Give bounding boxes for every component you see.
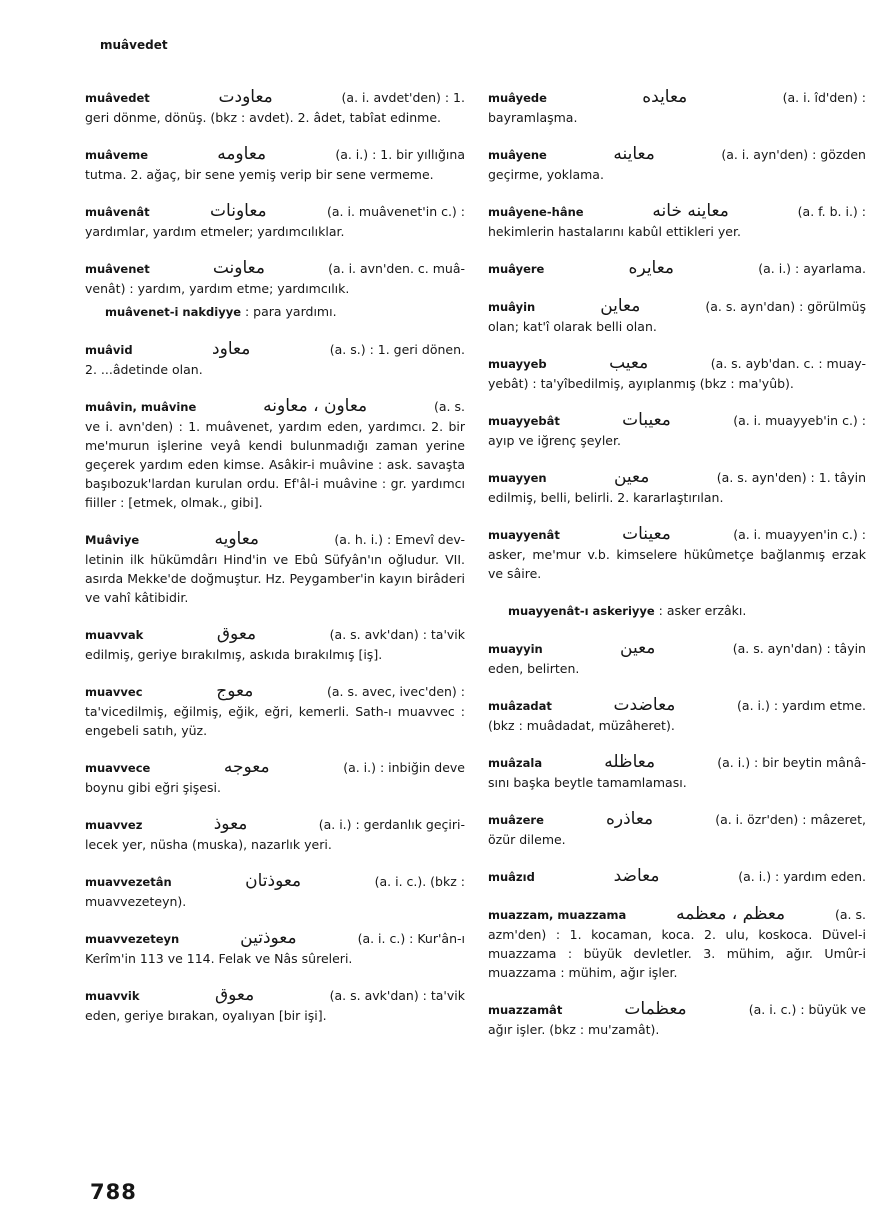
definition: venât) : yardım, yardım etme; yardımcılık. [85,281,350,296]
headword: Muâviye [85,533,140,547]
arabic-script: معوق [214,985,255,1005]
dictionary-entry [488,468,866,507]
grammar-note: (a. i. c.) : Kur'ân-ı [357,931,465,946]
arabic-script: معاضدت [613,695,676,715]
definition: edilmiş, geriye bırakılmış, askıda bırakılmış [iş]. [85,647,383,662]
arabic-script: معاذره [605,809,654,829]
arabic-script: معاظله [604,752,656,772]
definition: eden, belirten. [488,661,580,676]
arabic-script: معاون ، معاونه [263,396,368,416]
dictionary-subentry [85,302,465,322]
grammar-note: (a. s. ayb'dan. c. : muay- [710,356,866,371]
definition: tutma. 2. ağaç, bir sene yemiş verip bir sene vermeme. [85,167,434,182]
definition: ve i. avn'den) : 1. muâvenet, yardım eden, yardımcı. 2. bir me'murun işlerine veyâ kendi bulunmadığı zaman yerine geçerek yardım eden kimse. Asâkir-i muâvine : ask. savaşta başıbozuk'lardan kurulan ordu. Ef'âl-i muâvine : gr. yardımcı fiiller : [etmek, olmak., gibi]. [85,419,465,510]
headword: muâyin [488,300,536,314]
definition: sını başka beytle tamamlaması. [488,775,687,790]
dictionary-entry [85,88,465,127]
headword: muayyin [488,642,543,656]
dictionary-entry [488,145,866,184]
grammar-note: (a. i.) : 1. bir yıllığına [335,147,465,162]
definition: hekimlerin hastalarını kabûl ettikleri yer. [488,224,741,239]
grammar-note: (a. i.) : yardım eden. [738,869,866,884]
page-number: 788 [90,1180,137,1204]
grammar-note: (a. i. avdet'den) : 1. [341,90,465,105]
arabic-script: معاومه [217,144,267,164]
grammar-note: (a. i. muayyen'in c.) : [733,527,866,542]
dictionary-entry [85,397,465,512]
headword: muavvezetân [85,875,172,889]
definition: geçirme, yoklama. [488,167,604,182]
dictionary-entry [85,145,465,184]
arabic-script: معايده [642,87,688,107]
dictionary-entry [85,202,465,241]
definition: eden, geriye bırakan, oyalıyan [bir işi]. [85,1008,327,1023]
arabic-script: معوجه [223,757,270,777]
headword: muavvik [85,989,140,1003]
grammar-note: (a. i. avn'den. c. muâ- [328,261,465,276]
headword: muâzala [488,756,543,770]
grammar-note: (a. s. [835,907,866,922]
headword: muavvece [85,761,151,775]
headword: muâzadat [488,699,552,713]
grammar-note: (a. i. îd'den) : [782,90,866,105]
dictionary-entry [488,1000,866,1039]
dictionary-entry [85,758,465,797]
grammar-note: (a. f. b. i.) : [797,204,866,219]
definition: olan; kat'î olarak belli olan. [488,319,657,334]
dictionary-entry [488,867,866,887]
definition: özür dileme. [488,832,566,847]
dictionary-entry [488,411,866,450]
headword: muâveme [85,148,149,162]
dictionary-entry [488,88,866,127]
grammar-note: (a. s. avk'dan) : ta'vik [329,627,465,642]
grammar-note: (a. i. c.) : büyük ve [748,1002,866,1017]
definition: boynu gibi eğri şişesi. [85,780,221,795]
dictionary-entry [85,872,465,911]
definition: : para yardımı. [244,304,337,319]
grammar-note: (a. i. muâvenet'in c.) : [327,204,465,219]
headword: muâvenet-i nakdiyye [105,305,241,319]
arabic-script: معوذ [213,814,248,834]
grammar-note: (a. s. ayn'dan) : tâyin [732,641,866,656]
definition: asker, me'mur v.b. kimselere hükûmetçe bağlanmış erzak ve sâire. [488,547,866,581]
grammar-note: (a. i.) : gerdanlık geçiri- [318,817,465,832]
dictionary-entry [488,696,866,735]
headword: muâyere [488,262,545,276]
arabic-script: معاضد [613,866,660,886]
definition: Kerîm'in 113 ve 114. Felak ve Nâs sûreleri. [85,951,353,966]
grammar-note: (a. s. avec, ivec'den) : [327,684,465,699]
grammar-note: (a. i.) : ayarlama. [758,261,866,276]
dictionary-entry [488,297,866,336]
headword: muâzıd [488,870,535,884]
arabic-script: معوق [216,624,257,644]
dictionary-entry [488,639,866,678]
arabic-script: معايره [628,258,675,278]
definition: letinin ilk hükümdârı Hind'in ve Ebû Süfyân'ın oğludur. VII. asırda Mekke'de doğmuştur. Hz. Peygamber'in kayın birâderi ve vahî kâtibidir. [85,552,465,605]
arabic-script: معاونات [210,201,267,221]
arabic-script: معين [613,467,650,487]
definition: ayıp ve iğrenç şeyler. [488,433,621,448]
dictionary-entry [488,525,866,583]
dictionary-entry [488,905,866,982]
grammar-note: (a. h. i.) : Emevî dev- [334,532,465,547]
right-column [488,88,866,1057]
headword: muâvin, muâvine [85,400,197,414]
grammar-note: (a. i. özr'den) : mâzeret, [715,812,866,827]
dictionary-entry [85,625,465,664]
left-column [85,88,465,1043]
arabic-script: معين [620,638,656,658]
arabic-script: معاودت [218,87,273,107]
dictionary-entry [488,810,866,849]
arabic-script: معيب [609,353,649,373]
definition: edilmiş, belli, belirli. 2. kararlaştırılan. [488,490,724,505]
arabic-script: معوذتين [240,928,297,948]
grammar-note: (a. s. [434,399,465,414]
headword: muazzamât [488,1003,563,1017]
definition: azm'den) : 1. kocaman, koca. 2. ulu, koskoca. Düvel-i muazzama : büyük devletler. 3. mühim, ağır. Umûr-i muazzama : mühim, ağır işler. [488,927,866,980]
headword: muayyenât [488,528,560,542]
definition: geri dönme, dönüş. (bkz : avdet). 2. âdet, tabîat edinme. [85,110,441,125]
arabic-script: معاونت [212,258,265,278]
definition: 2. ...âdetinde olan. [85,362,203,377]
definition: bayramlaşma. [488,110,578,125]
dictionary-entry [85,530,465,607]
definition: yebât) : ta'yîbedilmiş, ayıplanmış (bkz : ma'yûb). [488,376,794,391]
headword: muavvak [85,628,144,642]
grammar-note: (a. s. avk'dan) : ta'vik [329,988,465,1003]
headword: muavvec [85,685,143,699]
definition: ağır işler. (bkz : mu'zamât). [488,1022,660,1037]
grammar-note: (a. i.) : yardım etme. [737,698,866,713]
headword: muayyenât-ı askeriyye [508,604,655,618]
headword: muâvenet [85,262,150,276]
dictionary-subentry [488,601,866,621]
arabic-script: معاويه [214,529,260,549]
grammar-note: (a. i. muayyeb'in c.) : [733,413,866,428]
arabic-script: معيبات [622,410,671,430]
definition: (bkz : muâdadat, müzâheret). [488,718,675,733]
definition: yardımlar, yardım etmeler; yardımcılıklar. [85,224,345,239]
dictionary-entry [85,682,465,740]
arabic-script: معاينه [613,144,655,164]
grammar-note: (a. s. ayn'den) : 1. tâyin [716,470,866,485]
dictionary-entry [488,354,866,393]
dictionary-entry [85,929,465,968]
arabic-script: معوذتان [245,871,302,891]
dictionary-entry [488,753,866,792]
dictionary-entry [488,259,866,279]
grammar-note: (a. i.) : inbiğin deve [343,760,465,775]
running-head: muâvedet [100,38,168,52]
dictionary-entry [85,259,465,298]
grammar-note: (a. i. c.). (bkz : [374,874,465,889]
headword: muayyebât [488,414,560,428]
arabic-script: معاين [600,296,641,316]
arabic-script: معظمات [624,999,687,1019]
dictionary-entry [85,815,465,854]
headword: muayyen [488,471,547,485]
arabic-script: معاود [212,339,251,359]
headword: muâvedet [85,91,150,105]
grammar-note: (a. i.) : bir beytin mânâ- [717,755,866,770]
dictionary-entry [85,340,465,379]
dictionary-entry [488,202,866,241]
grammar-note: (a. s.) : 1. geri dönen. [329,342,465,357]
headword: muâyene [488,148,547,162]
dictionary-entry [85,986,465,1025]
grammar-note: (a. i. ayn'den) : gözden [721,147,866,162]
definition: muavvezeteyn). [85,894,187,909]
definition: lecek yer, nüsha (muska), nazarlık yeri. [85,837,332,852]
headword: muayyeb [488,357,547,371]
headword: muavvezeteyn [85,932,180,946]
headword: muâvenât [85,205,150,219]
headword: muâyene-hâne [488,205,584,219]
headword: muâvid [85,343,133,357]
arabic-script: معينات [622,524,671,544]
arabic-script: معاينه خانه [652,201,729,221]
headword: muâyede [488,91,547,105]
definition: : asker erzâkı. [658,603,747,618]
headword: muâzere [488,813,544,827]
headword: muavvez [85,818,143,832]
definition: ta'vicedilmiş, eğilmiş, eğik, eğri, kemerli. Sath-ı muavvec : engebeli satıh, yüz. [85,704,465,738]
arabic-script: معوج [216,681,254,701]
arabic-script: معظم ، معظمه [676,904,786,924]
headword: muazzam, muazzama [488,908,627,922]
grammar-note: (a. s. ayn'dan) : görülmüş [705,299,866,314]
